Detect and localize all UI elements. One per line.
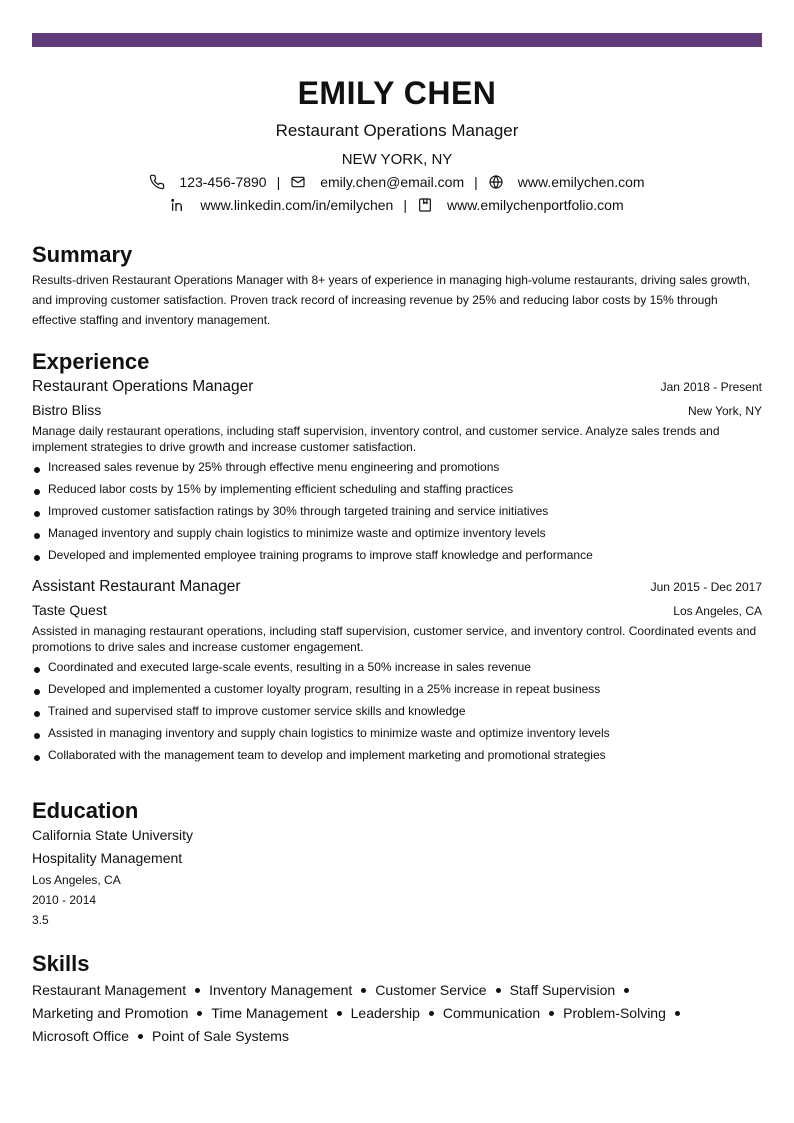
job-title: Assistant Restaurant Manager [32, 578, 241, 595]
candidate-name: EMILY CHEN [297, 75, 497, 111]
education-school: California State University [32, 827, 194, 843]
phone-icon [149, 174, 165, 190]
summary-section [32, 242, 762, 330]
skills-heading: Skills [32, 951, 90, 976]
list-item: Managed inventory and supply chain logistics to minimize waste and optimize inventory levels [32, 525, 762, 541]
job-description: Manage daily restaurant operations, including staff supervision, inventory control, and customer service. Analyze sales trends and implement strategies to drive growth and increase customer satisfaction. [32, 424, 720, 454]
skill-item: Customer Service [375, 982, 487, 998]
portfolio-link[interactable]: www.emilychenportfolio.com [446, 197, 624, 213]
job-achievements [32, 459, 762, 563]
skill-item: Marketing and Promotion [32, 1005, 189, 1021]
skill-item: Point of Sale Systems [152, 1028, 289, 1044]
candidate-location: NEW YORK, NY [341, 151, 453, 168]
bookmark-icon [417, 197, 433, 213]
job-description: Assisted in managing restaurant operations, including staff supervision, customer service, and inventory control. Coordinated events and promotions to drive sales and increase customer engagement. [32, 624, 757, 654]
list-item: Trained and supervised staff to improve customer service skills and knowledge [32, 703, 762, 719]
contact-separator: | [403, 197, 407, 213]
bullet-dot [624, 988, 629, 993]
list-item: Collaborated with the management team to develop and implement marketing and promotional strategies [32, 747, 762, 763]
education-gpa: 3.5 [32, 913, 49, 927]
skills-list [32, 979, 762, 1048]
contact-line-2 [32, 195, 762, 215]
education-heading: Education [32, 798, 139, 823]
summary-heading: Summary [32, 242, 133, 267]
job-title-headline: Restaurant Operations Manager [275, 121, 519, 140]
bullet-dot [549, 1011, 554, 1016]
job-achievements [32, 659, 762, 763]
job-dates: Jan 2018 - Present [660, 380, 762, 394]
skills-section [32, 951, 762, 1048]
job-dates: Jun 2015 - Dec 2017 [650, 580, 762, 594]
accent-bar [32, 33, 762, 47]
job-company: Bistro Bliss [32, 402, 102, 418]
bullet-dot [361, 988, 366, 993]
email-link[interactable]: emily.chen@email.com [320, 174, 465, 190]
list-item: Assisted in managing inventory and supply chain logistics to minimize waste and optimize inventory levels [32, 725, 762, 741]
job-location: Los Angeles, CA [673, 604, 762, 618]
linkedin-icon [170, 197, 186, 213]
envelope-icon [290, 174, 306, 190]
experience-section [32, 349, 762, 769]
bullet-dot [496, 988, 501, 993]
experience-heading: Experience [32, 349, 150, 374]
list-item: Increased sales revenue by 25% through effective menu engineering and promotions [32, 459, 762, 475]
contact-line-1 [32, 172, 762, 192]
list-item: Developed and implemented a customer loyalty program, resulting in a 25% increase in repeat business [32, 681, 762, 697]
job-entry [32, 377, 762, 563]
summary-text: Results-driven Restaurant Operations Manager with 8+ years of experience in managing high-volume restaurants, driving sales growth, and improving customer satisfaction. Proven track record of increasing revenue by 25% and reducing labor costs by 15% through effective staffing and inventory management. [32, 273, 751, 327]
contact-separator: | [276, 174, 281, 190]
skill-item: Communication [442, 1005, 541, 1021]
bullet-dot [138, 1034, 143, 1039]
bullet-dot [337, 1011, 342, 1016]
resume-header [32, 72, 762, 215]
job-company: Taste Quest [32, 602, 107, 618]
list-item: Coordinated and executed large-scale events, resulting in a 50% increase in sales revenue [32, 659, 762, 675]
education-location: Los Angeles, CA [32, 873, 121, 887]
list-item: Developed and implemented employee training programs to improve staff knowledge and performance [32, 547, 762, 563]
bullet-dot [195, 988, 200, 993]
list-item: Improved customer satisfaction ratings by 30% through targeted training and service initiatives [32, 503, 762, 519]
skill-item: Inventory Management [209, 982, 353, 998]
education-dates: 2010 - 2014 [32, 893, 97, 907]
phone-number[interactable]: 123-456-7890 [179, 174, 267, 190]
skill-item: Microsoft Office [32, 1028, 129, 1044]
skill-item: Leadership [350, 1005, 420, 1021]
bullet-dot [675, 1011, 680, 1016]
bullet-dot [429, 1011, 434, 1016]
education-section [32, 798, 762, 930]
job-entry [32, 577, 762, 763]
skill-item: Restaurant Management [32, 982, 187, 998]
job-title: Restaurant Operations Manager [32, 378, 254, 395]
contact-separator: | [474, 174, 478, 190]
website-link[interactable]: www.emilychen.com [517, 174, 645, 190]
skill-item: Problem-Solving [563, 1005, 666, 1021]
list-item: Reduced labor costs by 15% by implementing efficient scheduling and staffing practices [32, 481, 762, 497]
skill-item: Staff Supervision [509, 982, 616, 998]
education-degree: Hospitality Management [32, 850, 183, 866]
skill-item: Time Management [211, 1005, 328, 1021]
bullet-dot [197, 1011, 202, 1016]
job-location: New York, NY [687, 404, 762, 418]
globe-icon [488, 174, 504, 190]
linkedin-link[interactable]: www.linkedin.com/in/emilychen [200, 197, 394, 213]
